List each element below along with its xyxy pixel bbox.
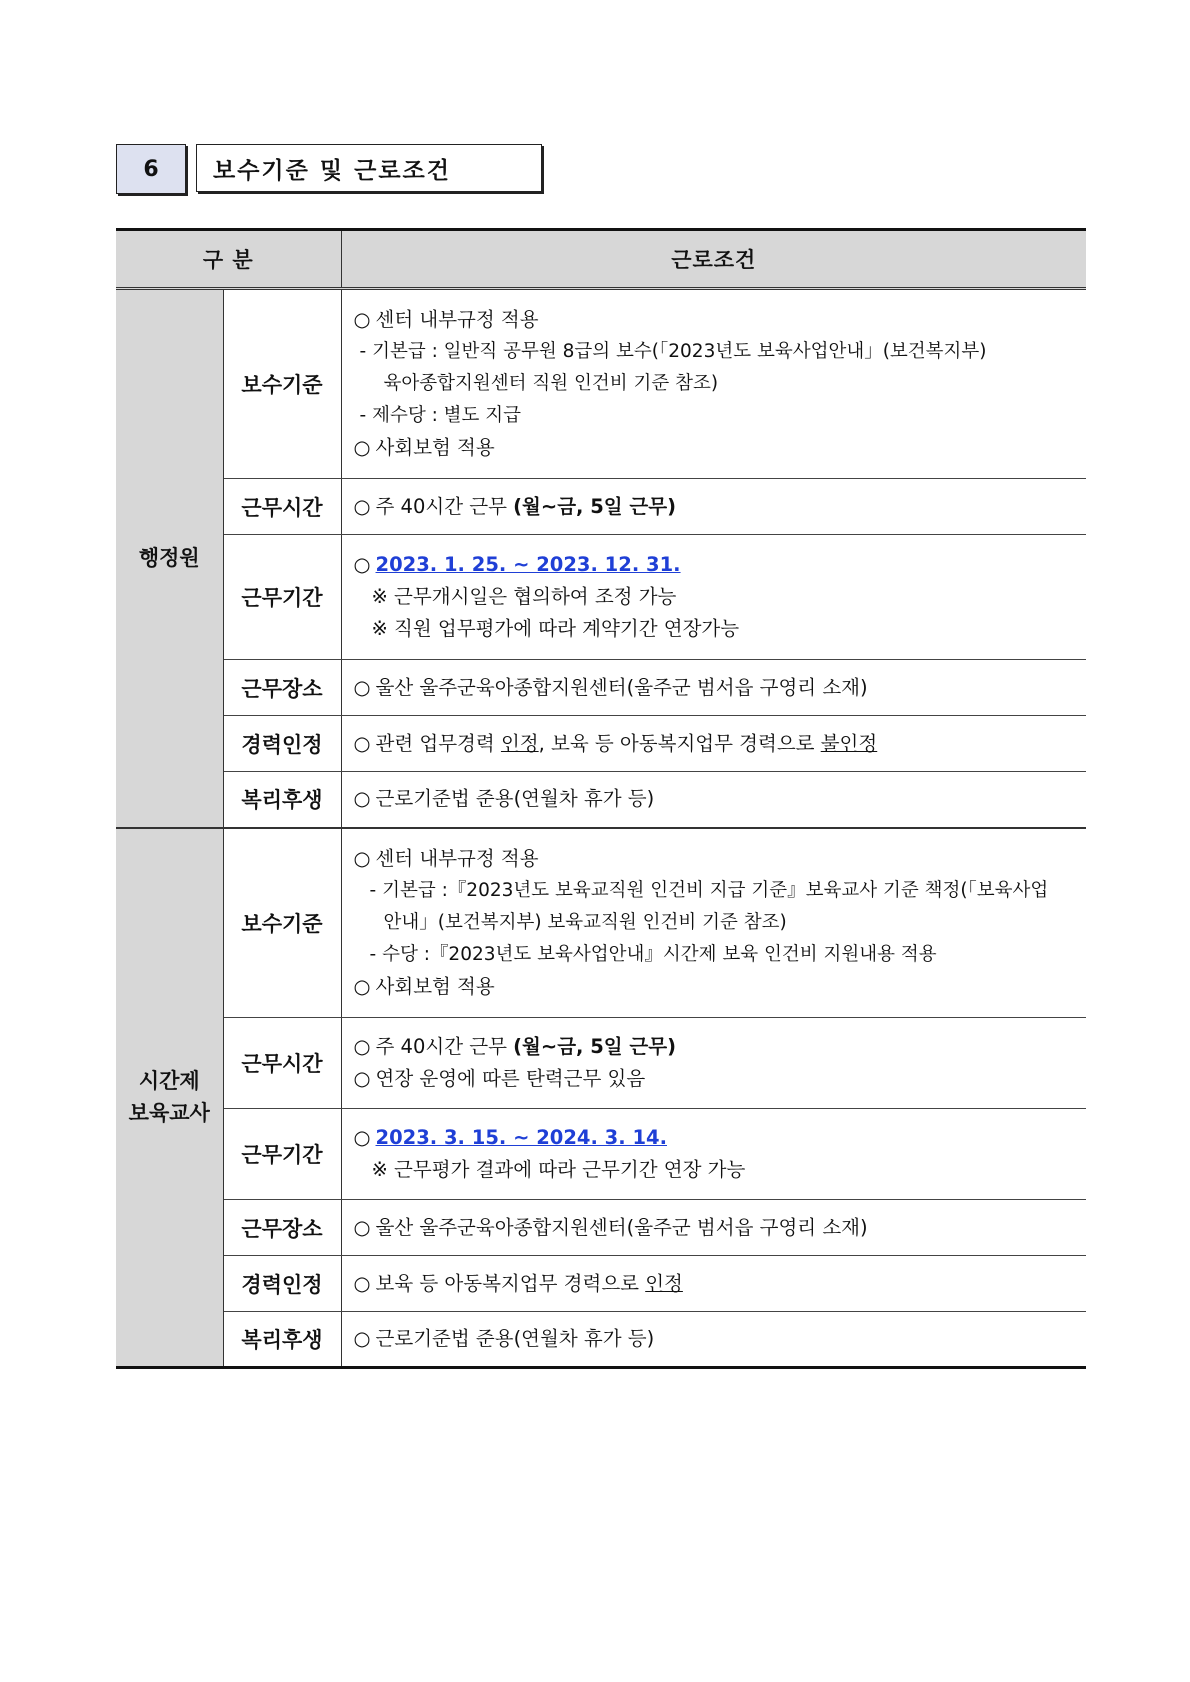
work-period: 2023. 3. 15. ~ 2024. 3. 14. <box>375 1126 667 1149</box>
circle-icon: ○ <box>353 1067 371 1090</box>
row-label: 근무장소 <box>223 660 341 716</box>
table-row <box>116 479 1086 535</box>
table-row <box>116 772 1086 828</box>
table-row <box>116 289 1086 479</box>
circle-icon: ○ <box>353 436 371 459</box>
row-label: 경력인정 <box>223 1256 341 1312</box>
row-content: ○ 근로기준법 준용(연월차 휴가 등) <box>341 772 1086 828</box>
circle-icon: ○ <box>353 846 371 870</box>
row-content: ○ 2023. 1. 25. ~ 2023. 12. 31. ※ 근무개시일은 협의하여 조정 가능 ※ 직원 업무평가에 따라 계약기간 연장가능 <box>341 535 1086 660</box>
work-period: 2023. 1. 25. ~ 2023. 12. 31. <box>375 553 681 576</box>
conditions-table <box>116 228 1086 1369</box>
category-admin: 행정원 <box>116 289 223 828</box>
row-label: 보수기준 <box>223 289 341 479</box>
table-row <box>116 1109 1086 1200</box>
row-label: 근무장소 <box>223 1200 341 1256</box>
row-content: ○ 주 40시간 근무 (월~금, 5일 근무) <box>341 479 1086 535</box>
circle-icon: ○ <box>353 1215 371 1239</box>
circle-icon: ○ <box>353 731 371 755</box>
circle-icon: ○ <box>353 1035 371 1058</box>
table-row <box>116 1312 1086 1368</box>
row-label: 근무기간 <box>223 1109 341 1200</box>
row-content: ○ 관련 업무경력 인정, 보육 등 아동복지업무 경력으로 불인정 <box>341 716 1086 772</box>
header-category: 구 분 <box>116 230 341 289</box>
row-label: 근무시간 <box>223 479 341 535</box>
circle-icon: ○ <box>353 1126 371 1149</box>
circle-icon: ○ <box>353 553 371 576</box>
table-row <box>116 1018 1086 1109</box>
table-row <box>116 1256 1086 1312</box>
row-content: ○ 센터 내부규정 적용 - 기본급 : 일반직 공무원 8급의 보수(「2023년도 보육사업안내」(보건복지부) 육아종합지원센터 직원 인건비 기준 참조) - 제수당 : 별도 지급 ○ 사회보험 적용 <box>341 289 1086 479</box>
circle-icon: ○ <box>353 1271 371 1295</box>
row-label: 경력인정 <box>223 716 341 772</box>
table-row <box>116 828 1086 1018</box>
header-conditions: 근로조건 <box>341 230 1086 289</box>
circle-icon: ○ <box>353 787 371 811</box>
row-label: 복리후생 <box>223 1312 341 1368</box>
table-row <box>116 660 1086 716</box>
table-header-row <box>116 230 1086 289</box>
row-content: ○ 주 40시간 근무 (월~금, 5일 근무) ○ 연장 운영에 따른 탄력근무 있음 <box>341 1018 1086 1109</box>
row-content: ○ 보육 등 아동복지업무 경력으로 인정 <box>341 1256 1086 1312</box>
section-title: 보수기준 및 근로조건 <box>196 144 542 192</box>
circle-icon: ○ <box>353 974 371 998</box>
circle-icon: ○ <box>353 308 371 331</box>
row-content: ○ 울산 울주군육아종합지원센터(울주군 범서읍 구영리 소재) <box>341 660 1086 716</box>
row-content: ○ 센터 내부규정 적용 - 기본급 :『2023년도 보육교직원 인건비 지급 기준』보육교사 기준 책정(「보육사업 안내」(보건복지부) 보육교직원 인건비 기준 참조) - 수당 :『2023년도 보육사업안내』시간제 보육 인건비 지원내용 적용 ○ 사회보험 적용 <box>341 828 1086 1018</box>
category-parttime-teacher: 시간제 보육교사 <box>116 828 223 1368</box>
circle-icon: ○ <box>353 675 371 699</box>
row-label: 보수기준 <box>223 828 341 1018</box>
row-content: ○ 울산 울주군육아종합지원센터(울주군 범서읍 구영리 소재) <box>341 1200 1086 1256</box>
row-label: 복리후생 <box>223 772 341 828</box>
section-number: 6 <box>116 144 186 194</box>
table-row <box>116 535 1086 660</box>
row-content: ○ 근로기준법 준용(연월차 휴가 등) <box>341 1312 1086 1368</box>
row-content: ○ 2023. 3. 15. ~ 2024. 3. 14. ※ 근무평가 결과에 따라 근무기간 연장 가능 <box>341 1109 1086 1200</box>
row-label: 근무시간 <box>223 1018 341 1109</box>
table-row <box>116 1200 1086 1256</box>
table-row <box>116 716 1086 772</box>
row-label: 근무기간 <box>223 535 341 660</box>
circle-icon: ○ <box>353 1327 371 1350</box>
circle-icon: ○ <box>353 494 371 518</box>
